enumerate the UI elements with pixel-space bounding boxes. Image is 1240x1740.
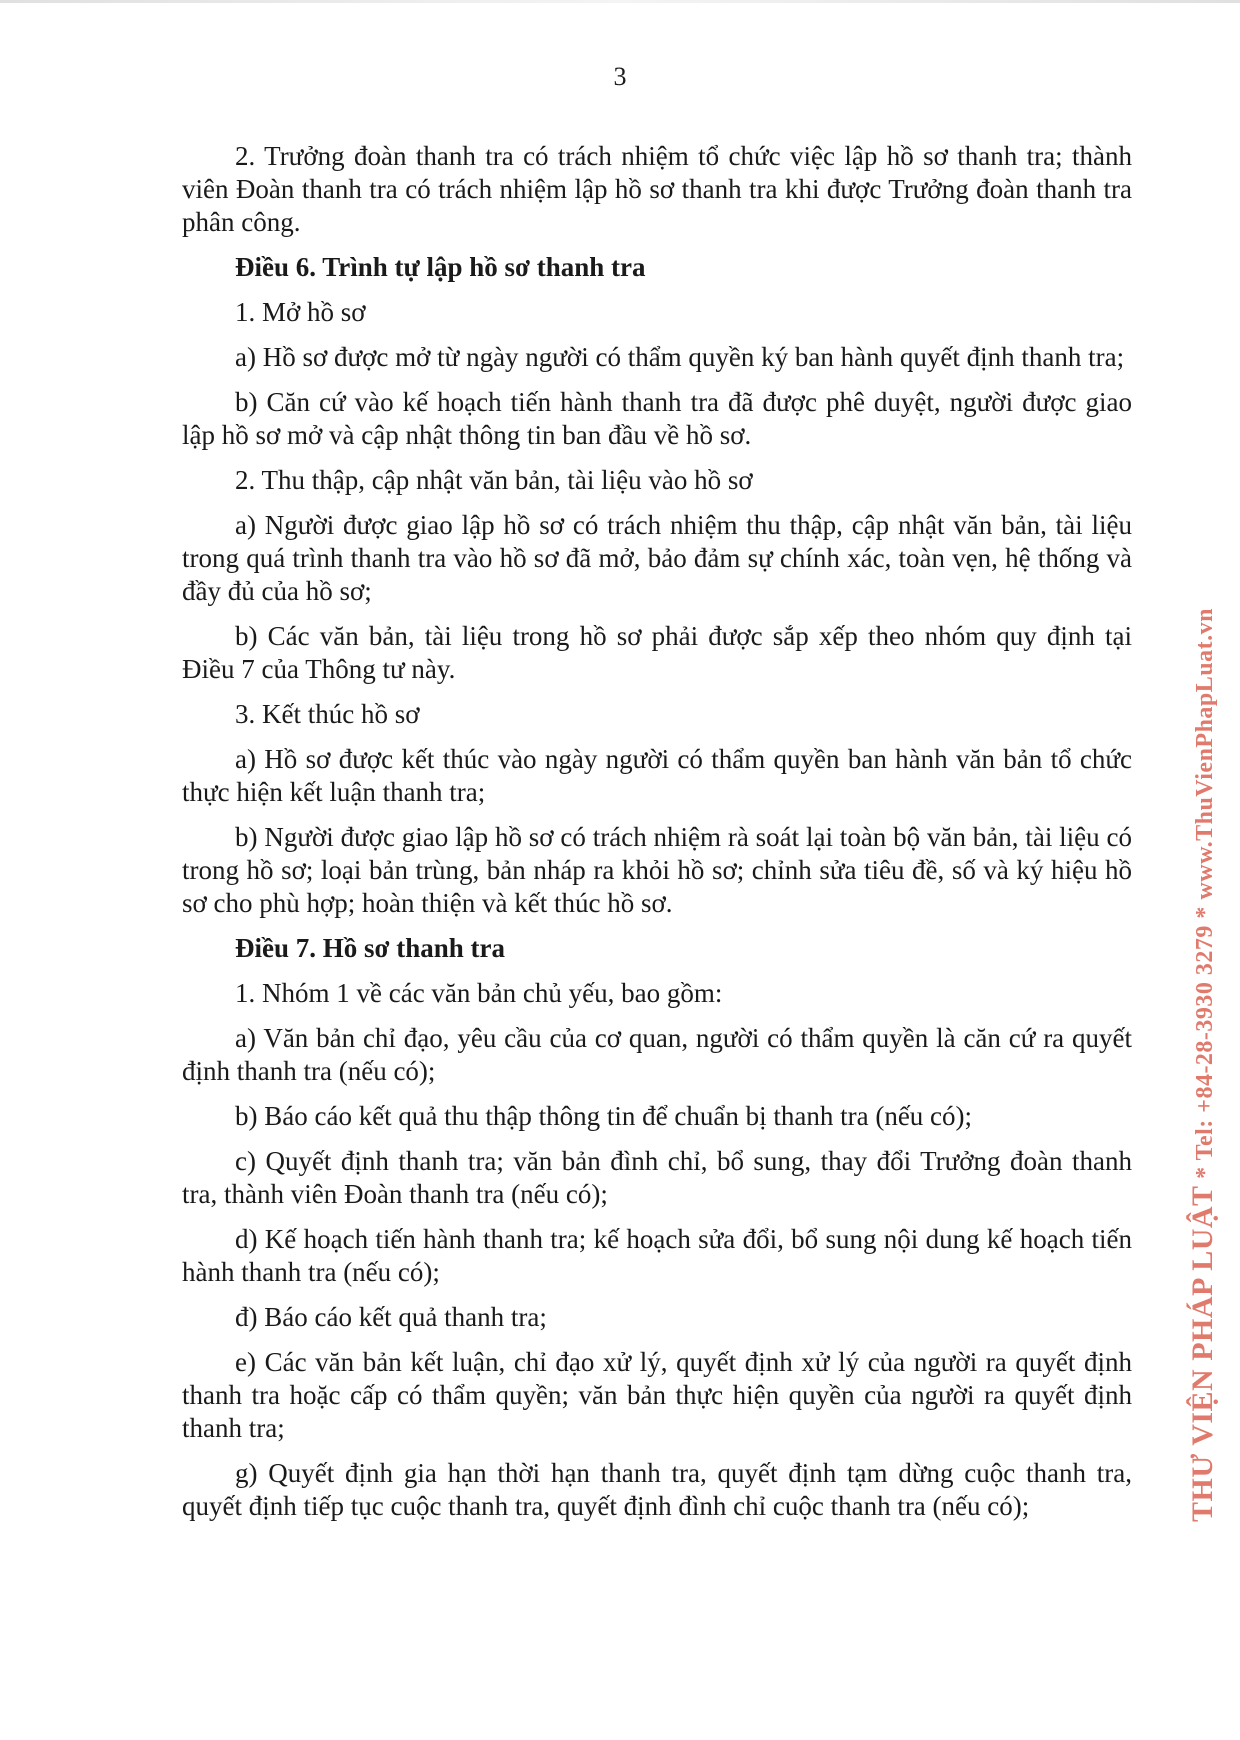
paragraph: b) Báo cáo kết quả thu thập thông tin để chuẩn bị thanh tra (nếu có); xyxy=(235,1101,973,1131)
paragraph: b) Căn cứ vào kế hoạch tiến hành thanh tra đã được phê duyệt, người được giao lập hồ sơ mở và cập nhật thông tin ban đầu về hồ sơ. xyxy=(182,387,1132,450)
paragraph: a) Hồ sơ được mở từ ngày người có thẩm quyền ký ban hành quyết định thanh tra; xyxy=(235,342,1125,372)
paragraph: e) Các văn bản kết luận, chỉ đạo xử lý, quyết định xử lý của người ra quyết định thanh tra hoặc cấp có thẩm quyền; văn bản thực hiện quyền của người ra quyết định thanh tra; xyxy=(182,1347,1132,1443)
paragraph: c) Quyết định thanh tra; văn bản đình chỉ, bổ sung, thay đổi Trưởng đoàn thanh tra, thành viên Đoàn thanh tra (nếu có); xyxy=(182,1146,1132,1209)
paragraph: a) Văn bản chỉ đạo, yêu cầu của cơ quan, người có thẩm quyền là căn cứ ra quyết định thanh tra (nếu có); xyxy=(182,1023,1132,1086)
paragraph: g) Quyết định gia hạn thời hạn thanh tra, quyết định tạm dừng cuộc thanh tra, quyết định tiếp tục cuộc thanh tra, quyết định đình chỉ cuộc thanh tra (nếu có); xyxy=(182,1458,1132,1521)
paragraph: b) Các văn bản, tài liệu trong hồ sơ phải được sắp xếp theo nhóm quy định tại Điều 7 của Thông tư này. xyxy=(182,621,1132,684)
paragraph: 2. Thu thập, cập nhật văn bản, tài liệu vào hồ sơ xyxy=(235,465,753,495)
paragraph: a) Hồ sơ được kết thúc vào ngày người có thẩm quyền ban hành văn bản tổ chức thực hiện kết luận thanh tra; xyxy=(182,744,1132,807)
watermark-site: www.ThuVienPhapLuat.vn xyxy=(1192,608,1218,900)
paragraph: đ) Báo cáo kết quả thanh tra; xyxy=(235,1302,547,1332)
paragraph: d) Kế hoạch tiến hành thanh tra; kế hoạch sửa đổi, bổ sung nội dung kế hoạch tiến hành thanh tra (nếu có); xyxy=(182,1224,1132,1287)
document-body xyxy=(182,140,1132,1535)
paragraph: b) Người được giao lập hồ sơ có trách nhiệm rà soát lại toàn bộ văn bản, tài liệu có trong hồ sơ; loại bản trùng, bản nháp ra khỏi hồ sơ; chỉnh sửa tiêu đề, số và ký hiệu hồ sơ cho phù hợp; hoàn thiện và kết thúc hồ sơ. xyxy=(182,822,1132,918)
watermark-separator: * xyxy=(1192,906,1218,919)
paragraph: a) Người được giao lập hồ sơ có trách nhiệm thu thập, cập nhật văn bản, tài liệu trong quá trình thanh tra vào hồ sơ đã mở, bảo đảm sự chính xác, toàn vẹn, hệ thống và đầy đủ của hồ sơ; xyxy=(182,510,1132,606)
article-heading: Điều 7. Hồ sơ thanh tra xyxy=(235,933,505,963)
watermark-tel: Tel: +84-28-3930 3279 xyxy=(1192,925,1218,1161)
article-heading: Điều 6. Trình tự lập hồ sơ thanh tra xyxy=(235,252,646,282)
side-watermark xyxy=(1186,608,1220,1522)
scan-top-edge xyxy=(0,0,1240,3)
watermark-separator: * xyxy=(1192,1166,1218,1179)
page-number: 3 xyxy=(613,62,627,91)
paragraph: 3. Kết thúc hồ sơ xyxy=(235,699,420,729)
paragraph: 1. Mở hồ sơ xyxy=(235,297,366,327)
paragraph: 1. Nhóm 1 về các văn bản chủ yếu, bao gồm: xyxy=(235,978,723,1008)
paragraph: 2. Trưởng đoàn thanh tra có trách nhiệm tổ chức việc lập hồ sơ thanh tra; thành viên Đoàn thanh tra có trách nhiệm lập hồ sơ thanh tra khi được Trưởng đoàn thanh tra phân công. xyxy=(182,141,1132,237)
watermark-brand: THƯ VIỆN PHÁP LUẬT xyxy=(1186,1185,1219,1522)
